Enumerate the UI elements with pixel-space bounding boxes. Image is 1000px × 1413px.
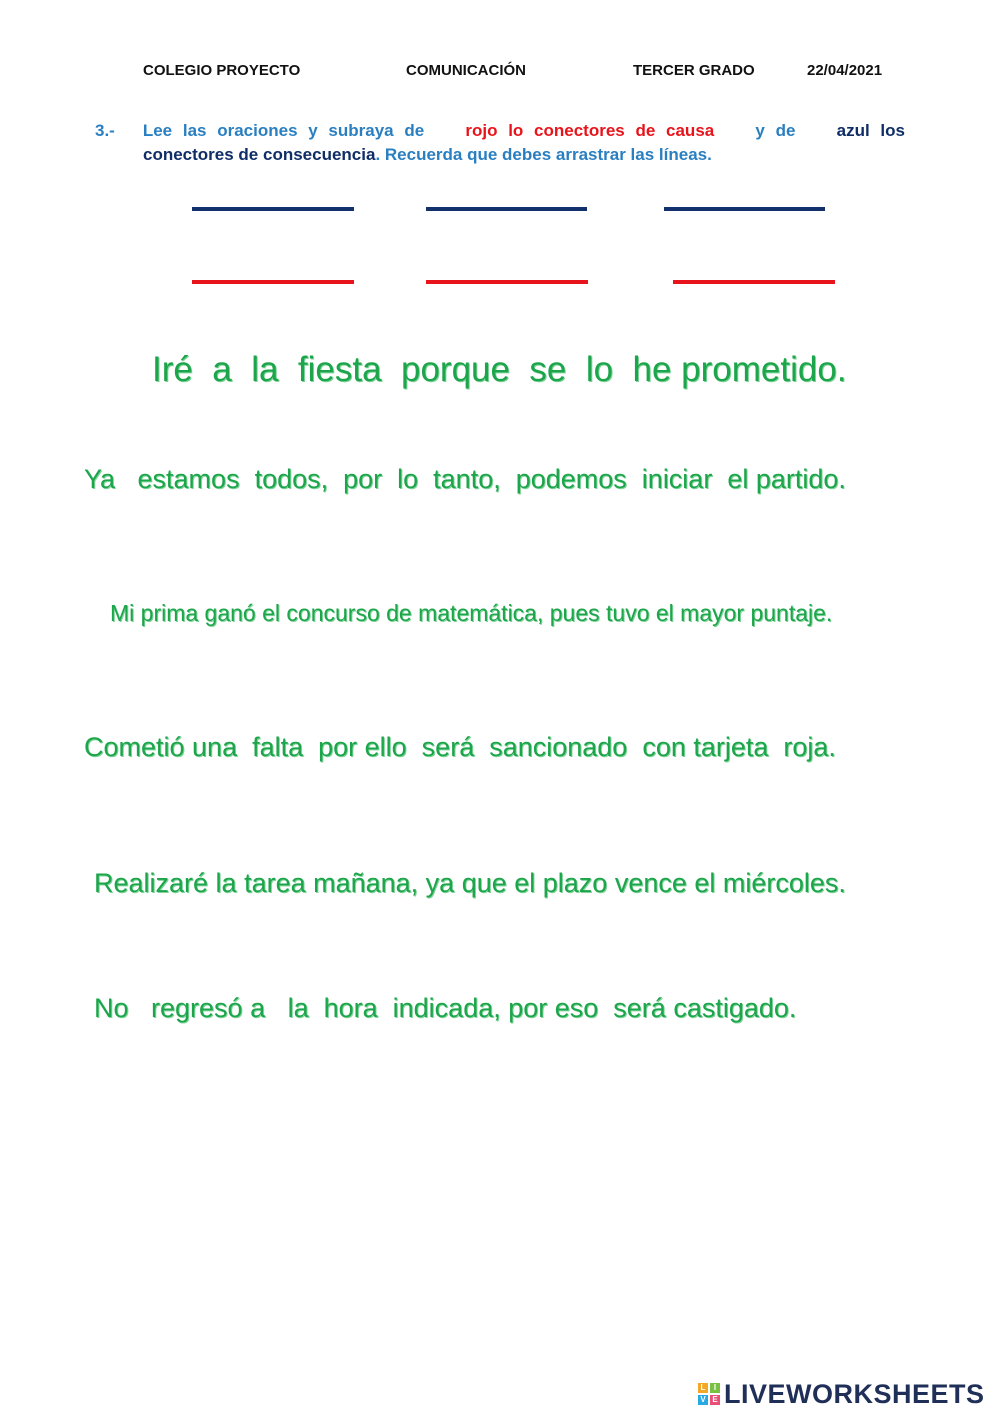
instruction-cause-red: rojo lo conectores de causa: [465, 121, 715, 140]
sentence-3: Mi prima ganó el concurso de matemática, pues tuvo el mayor puntaje.: [110, 600, 833, 626]
instruction-consequence-label: conectores de consecuencia: [143, 145, 376, 164]
sentence-6: No regresó a la hora indicada, por eso será castigado.: [94, 993, 797, 1023]
logo-letter-l: L: [698, 1383, 708, 1393]
instruction-reminder: . Recuerda que debes arrastrar las líneas.: [375, 145, 712, 164]
sentence-4: Cometió una falta por ello será sancionado con tarjeta roja.: [84, 732, 836, 762]
red-drag-line-2[interactable]: [426, 280, 588, 284]
red-drag-line-3[interactable]: [673, 280, 835, 284]
instruction-part3: y de: [755, 121, 796, 140]
subject: COMUNICACIÓN: [406, 62, 526, 79]
liveworksheets-logo-text: LIVEWORKSHEETS: [724, 1378, 985, 1409]
liveworksheets-logo: [698, 1378, 985, 1410]
blue-drag-line-2[interactable]: [426, 207, 587, 211]
instruction: [95, 119, 905, 167]
blue-drag-line-1[interactable]: [192, 207, 354, 211]
red-drag-line-1[interactable]: [192, 280, 354, 284]
blue-drag-line-3[interactable]: [664, 207, 825, 211]
school-name: COLEGIO PROYECTO: [143, 62, 301, 79]
grade: TERCER GRADO: [633, 62, 755, 79]
instruction-consequence-navy: azul los: [836, 121, 905, 140]
logo-letter-v: V: [698, 1395, 708, 1405]
logo-letter-i: I: [710, 1383, 720, 1393]
liveworksheets-logo-icon: [698, 1383, 720, 1405]
sentence-5: Realizaré la tarea mañana, ya que el plazo vence el miércoles.: [94, 868, 846, 898]
date: 22/04/2021: [807, 62, 883, 79]
instruction-number: 3.-: [95, 121, 115, 140]
instruction-part1: Lee las oraciones y subraya de: [142, 121, 425, 140]
sentence-1: Iré a la fiesta porque se lo he prometido.: [152, 350, 847, 389]
sentence-2: Ya estamos todos, por lo tanto, podemos iniciar el partido.: [84, 464, 846, 494]
logo-letter-e: E: [710, 1395, 720, 1405]
